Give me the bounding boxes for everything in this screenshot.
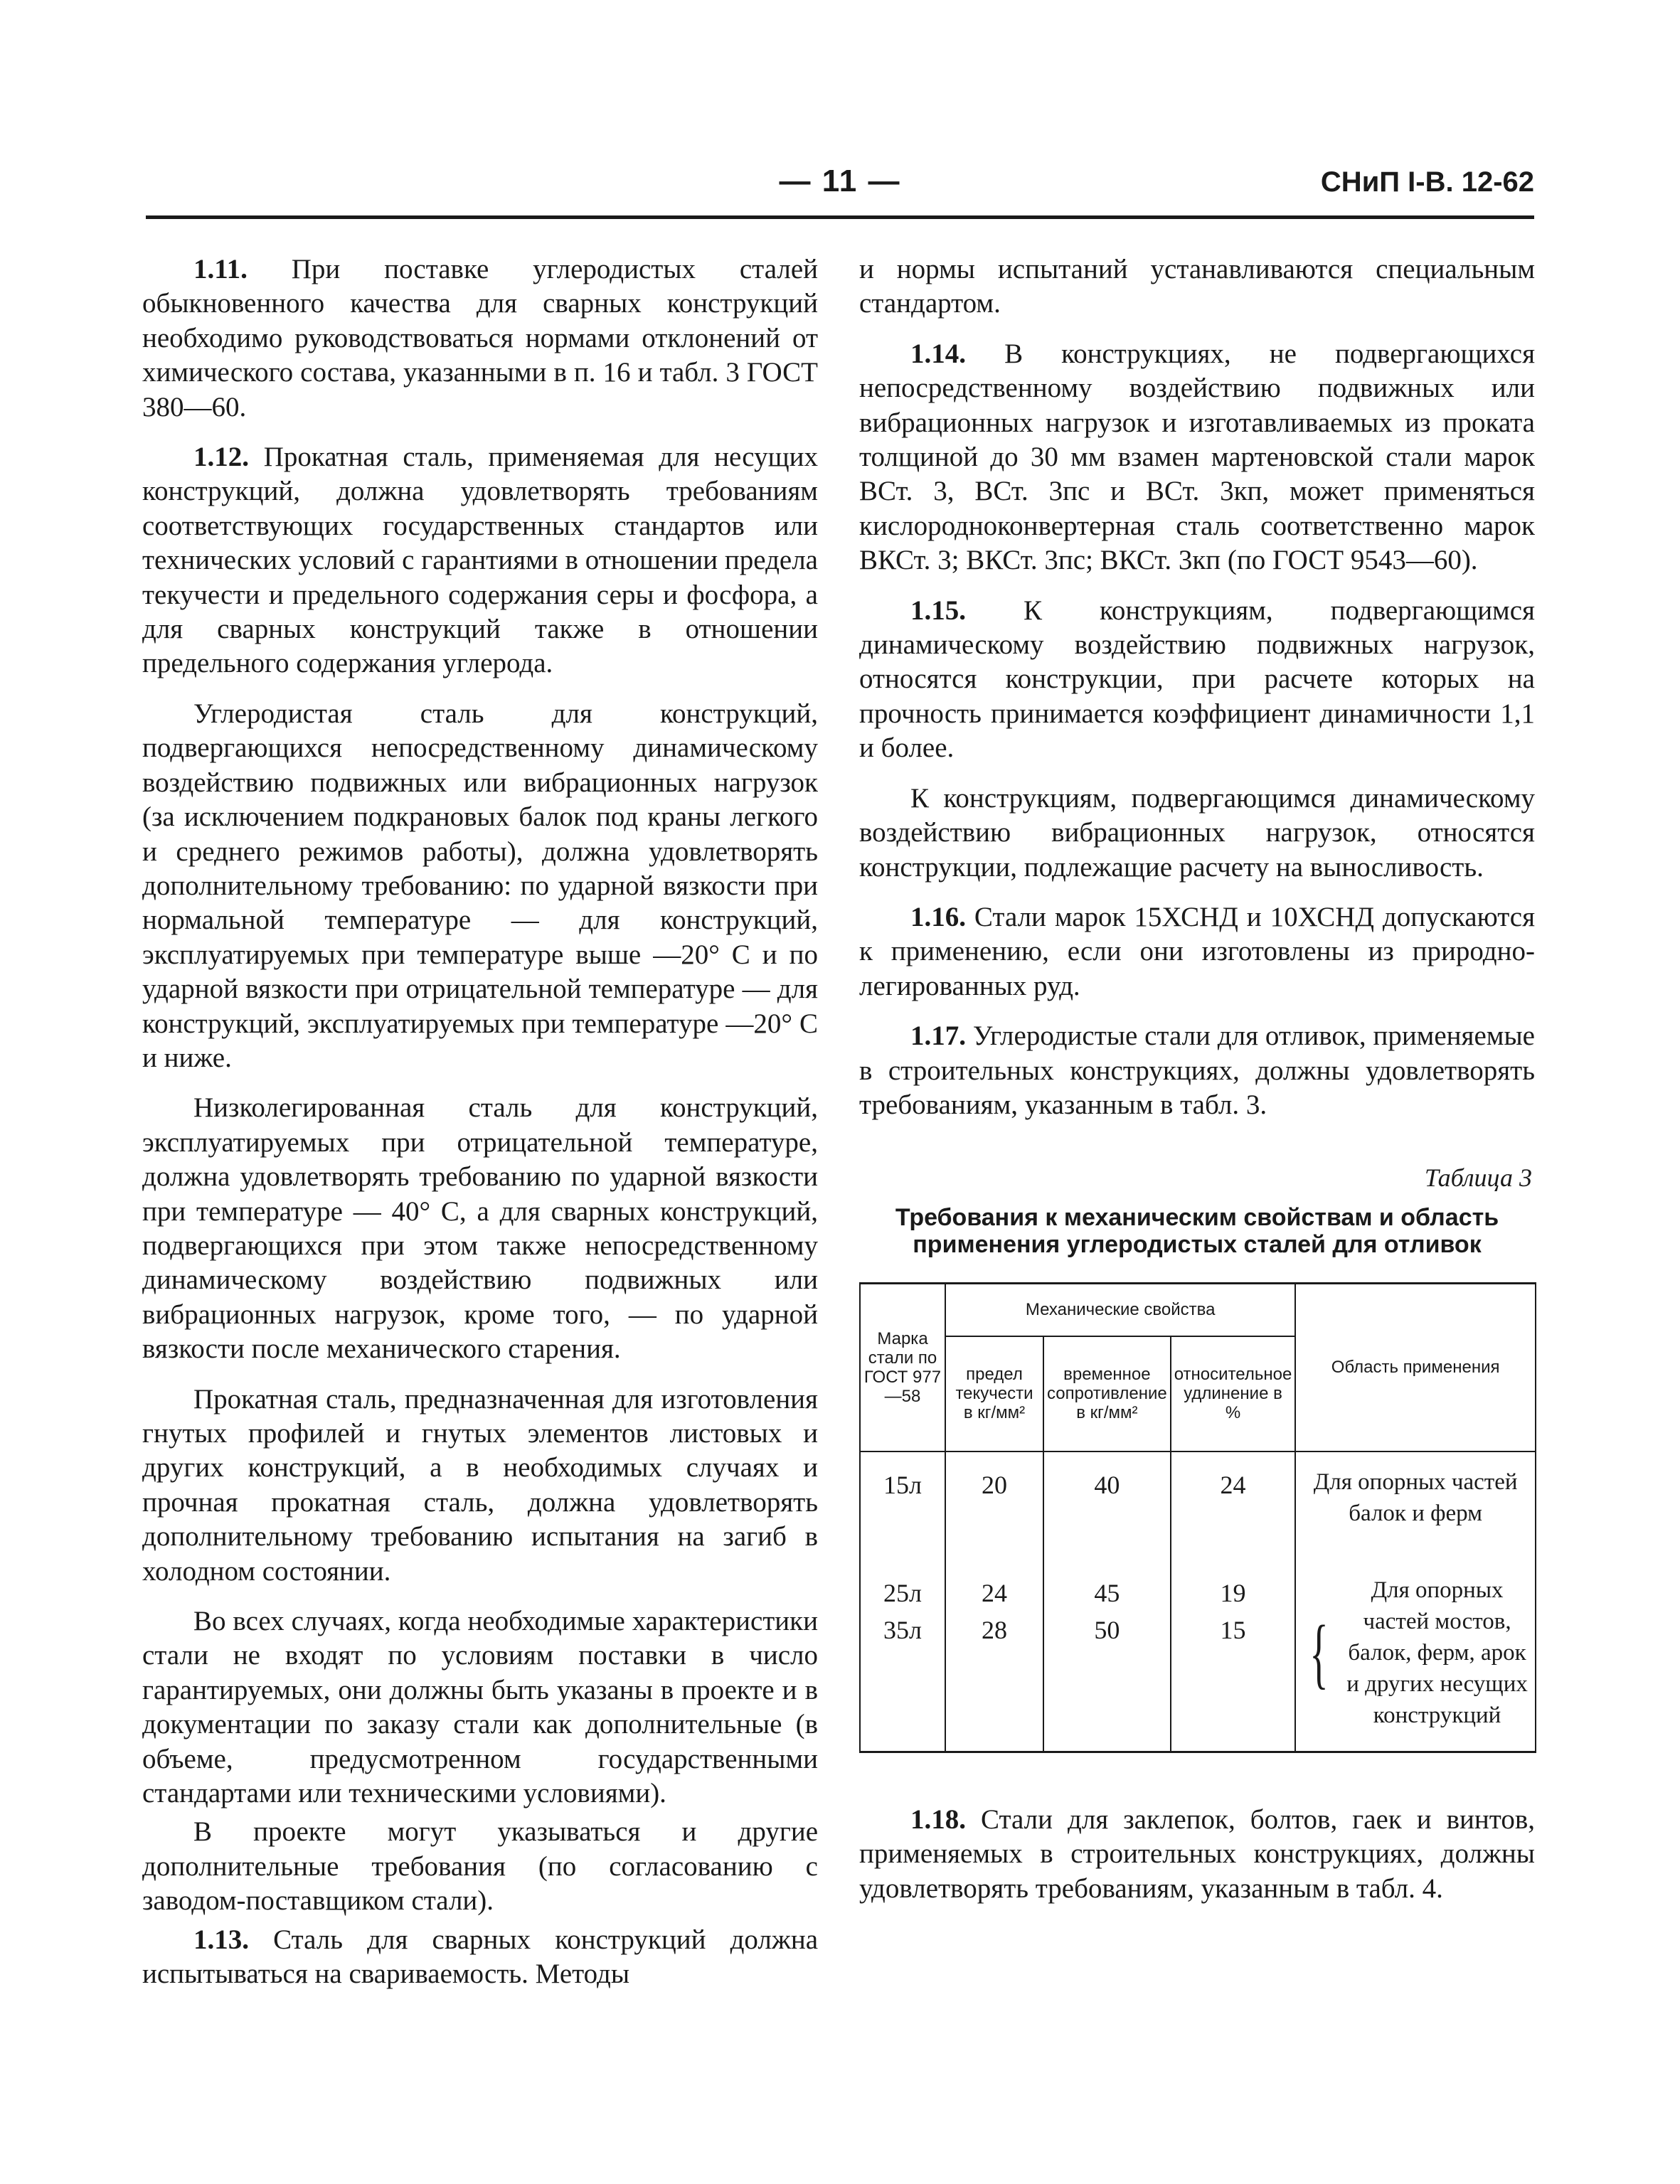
clause-number: 1.14. <box>910 338 966 369</box>
table-caption: Таблица 3 <box>1424 1163 1532 1193</box>
paragraph-text: Углеродистые стали для отливок, применяемые в строительных конструкциях, должны удовлетворять требованиям, указанным в табл. 3. <box>859 1021 1535 1120</box>
paragraph-text: Стали марок 15ХСНД и 10ХСНД допускаются к применению, если они изготовлены из природно-легированных руд. <box>859 901 1536 1001</box>
clause-number: 1.18. <box>910 1804 966 1835</box>
paragraph-text: Прокатная сталь, применяемая для несущих конструкций, должна удовлетворять требованиям соответствующих государственных стандартов или технических условий с гарантиями в отношении предела текучести и предельного содержания серы и фосфора, а для сварных конструкций также в отношении предельного содержания углерода. <box>142 442 818 679</box>
paragraph-1-15 <box>859 594 1535 766</box>
right-column <box>859 252 1535 1922</box>
paragraph-text: Стали для заклепок, болтов, гаек и винтов, применяемых в строительных конструкциях, должны удовлетворять требованиям, указанным в табл. 4. <box>859 1804 1535 1904</box>
paragraph-low-alloy: Низколегированная сталь для конструкций, эксплуатируемых при отрицательной температуре, должна удовлетворять требованию по ударной вязкости при температуре — 40° С, а для сварных конструкций, подвергающихся при этом также непосредственному динамическому воздействию подвижных или вибрационных нагрузок, кроме того, — по ударной вязкости после механического старения. <box>142 1092 818 1365</box>
paragraph-bent-profiles: Прокатная сталь, предназначенная для изготовления гнутых профилей и гнутых элементов листовых и других конструкций, а в необходимых случаях и прочная прокатная сталь, должна удовлетворять дополнительному требованию испытания на загиб в холодном состоянии. <box>142 1383 818 1587</box>
cell-elongation-group <box>1171 1543 1296 1752</box>
cell-grade: 15л <box>860 1451 945 1543</box>
cell-elongation: 19 <box>1220 1578 1246 1607</box>
header-yield-strength: предел текучести в кг/мм² <box>945 1336 1043 1451</box>
page-header <box>146 156 1534 216</box>
application-brace-group <box>1300 1575 1531 1731</box>
cell-grade-group <box>860 1543 945 1752</box>
paragraph-1-11 <box>142 252 818 425</box>
paragraph-project: В проекте могут указываться и другие дополнительные требования (по согласованию с заводом-поставщиком стали). <box>142 1816 818 1917</box>
header-elongation: относительное удлинение в % <box>1171 1336 1296 1451</box>
document-code: СНиП I-B. 12-62 <box>1320 166 1534 198</box>
table-title: Требования к механическим свойствам и область применения углеродистых сталей для отливок <box>895 1203 1499 1258</box>
header-grade: Марка стали по ГОСТ 977—58 <box>860 1283 945 1451</box>
table-row <box>860 1451 1536 1543</box>
left-column <box>142 252 818 2008</box>
clause-number: 1.16. <box>910 901 966 932</box>
steel-properties-table <box>859 1282 1536 1753</box>
cell-elongation: 24 <box>1171 1451 1296 1543</box>
paragraph-1-17 <box>859 1019 1535 1122</box>
paragraph-continuation: и нормы испытаний устанавливаются специальным стандартом. <box>859 254 1535 319</box>
paragraph-all-cases: Во всех случаях, когда необходимые характеристики стали не входят по условиям поставки в число гарантируемых, они должны быть указаны в проекте и в документации по заказу стали как дополнительные (в объеме, предусмотренном государственными стандартами или техническими условиями). <box>142 1606 818 1809</box>
cell-tensile: 40 <box>1043 1451 1171 1543</box>
cell-yield: 20 <box>945 1451 1043 1543</box>
paragraph-1-13 <box>142 1923 818 1992</box>
cell-application-group <box>1295 1543 1536 1752</box>
cell-elongation: 15 <box>1220 1615 1246 1644</box>
cell-tensile: 50 <box>1094 1615 1120 1644</box>
paragraph-text: В конструкциях, не подвергающихся непосредственному воздействию подвижных или вибрационных нагрузок и изготавливаемых из проката толщиной до 30 мм взамен мартеновской стали марок ВСт. 3, ВСт. 3пс и ВСт. 3кп, может применяться кислороднoконвертерная сталь соответственно марок ВКСт. 3; ВКСт. 3пс; ВКСт. 3кп (по ГОСТ 9543—60). <box>859 338 1536 576</box>
cell-yield: 28 <box>982 1615 1007 1644</box>
paragraph-text: При поставке углеродистых сталей обыкновенного качества для сварных конструкций необходимо руководствоваться нормами отклонений от химического состава, указанными в п. 16 и табл. 3 ГОСТ 380—60. <box>142 254 819 422</box>
header-mechanical-properties: Механические свойства <box>945 1283 1295 1336</box>
brace-mark: { <box>1309 1609 1329 1696</box>
paragraph-text: К конструкциям, подвергающимся динамическому воздействию подвижных нагрузок, относятся конструкции, при расчете которых на прочность принимается коэффициент динамичности 1,1 и более. <box>859 595 1535 764</box>
paragraph-text: Сталь для сварных конструкций должна испытываться на свариваемость. Методы <box>142 1924 819 1990</box>
clause-number: 1.17. <box>910 1021 966 1052</box>
cell-application: Для опорных частей балок и ферм <box>1295 1451 1536 1543</box>
header-tensile-strength: временное сопротивление в кг/мм² <box>1043 1336 1171 1451</box>
cell-application: Для опорных частей мостов, балок, ферм, арок и других несущих конструкций <box>1346 1577 1528 1728</box>
cell-grade: 25л <box>883 1578 922 1607</box>
cell-yield: 24 <box>982 1578 1007 1607</box>
paragraph-1-18 <box>859 1803 1535 1906</box>
cell-grade: 35л <box>883 1615 922 1644</box>
header-rule <box>146 215 1534 219</box>
clause-number: 1.11. <box>193 254 248 284</box>
paragraph-1-12 <box>142 440 818 681</box>
cell-tensile-group <box>1043 1543 1171 1752</box>
clause-number: 1.13. <box>193 1924 249 1955</box>
page-number: — 11 — <box>779 164 901 198</box>
table-row-group <box>860 1543 1536 1752</box>
paragraph-1-16 <box>859 900 1535 1003</box>
clause-number: 1.15. <box>910 595 966 626</box>
cell-tensile: 45 <box>1094 1578 1120 1607</box>
paragraph-vibration: К конструкциям, подвергающимся динамическому воздействию вибрационных нагрузок, относятся конструкции, подлежащие расчету на выносливость. <box>859 782 1535 883</box>
cell-yield-group <box>945 1543 1043 1752</box>
paragraph-carbon-steel: Углеродистая сталь для конструкций, подвергающихся непосредственному динамическому воздействию подвижных или вибрационных нагрузок (за исключением подкрановых балок под краны легкого и среднего режимов работы), должна удовлетворять дополнительному требованию: по ударной вязкости при нормальной температуре — для конструкций, эксплуатируемых при температуре выше —20° С и по ударной вязкости при отрицательной температуре — для конструкций, эксплуатируемых при температуре —20° С и ниже. <box>142 698 818 1073</box>
paragraph-1-14 <box>859 337 1535 578</box>
header-application: Область применения <box>1295 1283 1536 1451</box>
clause-number: 1.12. <box>193 442 249 473</box>
